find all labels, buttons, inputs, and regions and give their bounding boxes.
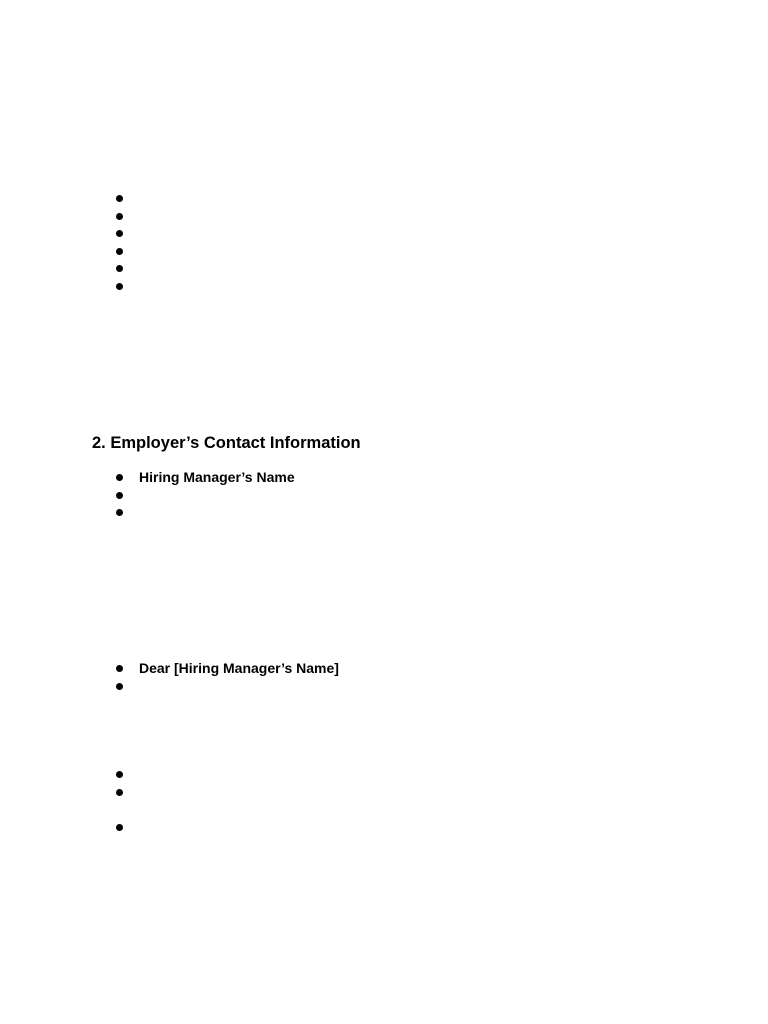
bullet-icon [116,789,123,796]
list-item [0,766,600,784]
bullet-icon [116,283,123,290]
bullet-list-top [0,190,600,296]
list-item [0,208,600,226]
list-item [0,278,600,296]
bullet-icon [116,509,123,516]
section-heading: 2. Employer’s Contact Information [92,434,361,452]
bullet-icon [116,195,123,202]
list-item [0,784,600,802]
list-item [0,819,600,837]
list-item [0,660,600,678]
list-item [0,260,600,278]
bullet-icon [116,248,123,255]
list-item [0,243,600,261]
bullet-icon [116,683,123,690]
bullet-list-greeting [0,660,600,695]
bullet-icon [116,492,123,499]
bullet-list-employer-contact [0,469,600,522]
list-item-text: Dear [Hiring Manager’s Name] [139,660,339,676]
list-item [0,225,600,243]
bullet-icon [116,230,123,237]
list-item-text: Hiring Manager’s Name [139,469,295,485]
list-item [0,190,600,208]
bullet-icon [116,474,123,481]
bullet-icon [116,665,123,672]
bullet-list-body [0,766,600,801]
list-item [0,678,600,696]
bullet-icon [116,824,123,831]
list-item [0,469,600,487]
bullet-icon [116,265,123,272]
list-item [0,504,600,522]
bullet-list-end [0,819,600,837]
list-item [0,487,600,505]
bullet-icon [116,213,123,220]
bullet-icon [116,771,123,778]
